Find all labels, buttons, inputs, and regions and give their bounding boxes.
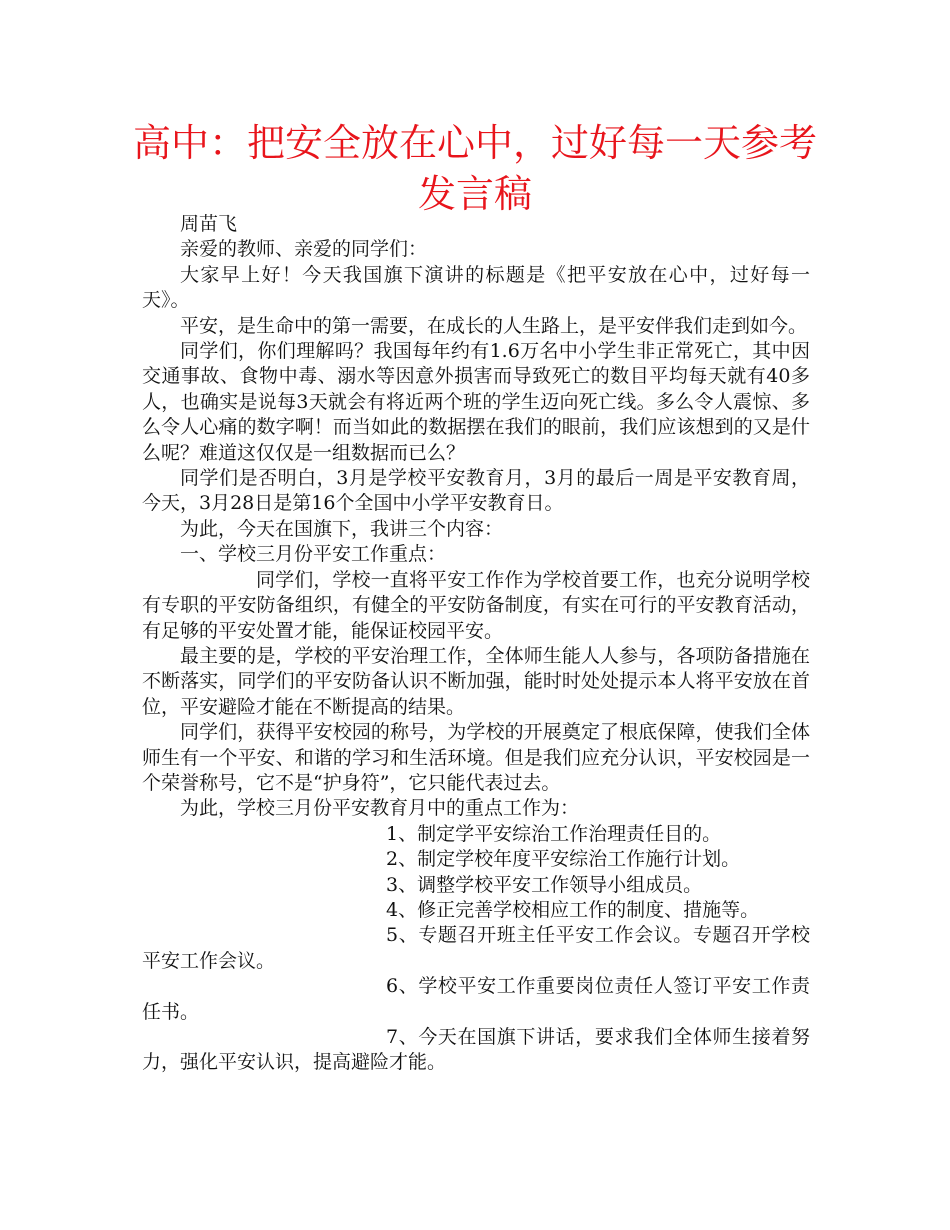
list-item: 1、制定学平安综治工作治理责任目的。	[386, 822, 722, 845]
list-item: 5、专题召开班主任平安工作会议。专题召开学校平安工作会议。	[142, 924, 810, 972]
paragraph: 为此，今天在国旗下，我讲三个内容：	[180, 517, 504, 540]
section-heading: 一、学校三月份平安工作重点：	[180, 543, 447, 566]
paragraph: 同学们，学校一直将平安工作作为学校首要工作，也充分说明学校有专职的平安防备组织，有健全的平安防备制度，有实在可行的平安教育活动，有足够的平安处置才能，能保证校园平安。	[142, 568, 810, 642]
greeting-line: 亲爱的教师、亲爱的同学们：	[180, 238, 428, 261]
list-item: 2、制定学校年度平安综治工作施行计划。	[386, 848, 741, 871]
paragraph: 同学们，你们理解吗？我国每年约有1.6万名中小学生非正常死亡，其中因交通事故、食物中毒、溺水等因意外损害而导致死亡的数目平均每天就有40多人，也确实是说每3天就会有将近两个班的学生迈向死亡线。多么令人震惊、多么令人心痛的数字啊！而当如此的数据摆在我们的眼前，我们应该想到的又是什么呢？难道这仅仅是一组数据而已么？	[142, 340, 810, 464]
paragraph: 大家早上好！今天我国旗下演讲的标题是《把平安放在心中，过好每一天》。	[142, 263, 810, 312]
list-item: 3、调整学校平安工作领导小组成员。	[386, 873, 703, 896]
paragraph: 最主要的是，学校的平安治理工作，全体师生能人人参与，各项防备措施在不断落实，同学们的平安防备认识不断加强，能时时处处提示本人将平安放在首位，平安避险才能在不断提高的结果。	[142, 644, 810, 718]
paragraph: 同学们，获得平安校园的称号，为学校的开展奠定了根底保障，使我们全体师生有一个平安、和谐的学习和生活环境。但是我们应充分认识，平安校园是一个荣誉称号，它不是“护身符”，它只能代表过去。	[142, 721, 810, 794]
paragraph: 平安，是生命中的第一需要，在成长的人生路上，是平安伴我们走到如今。	[180, 314, 808, 337]
document-title: 高中：把安全放在心中，过好每一天参考发言稿	[132, 121, 817, 216]
list-item: 6、学校平安工作重要岗位责任人签订平安工作责任书。	[142, 975, 810, 1023]
paragraph: 同学们是否明白，3月是学校平安教育月，3月的最后一周是平安教育周，今天，3月28日是第16个全国中小学平安教育日。	[142, 467, 810, 515]
paragraph: 为此，学校三月份平安教育月中的重点工作为：	[180, 797, 580, 820]
document-body	[142, 212, 810, 1076]
list-item: 7、今天在国旗下讲话，要求我们全体师生接着努力，强化平安认识，提高避险才能。	[142, 1026, 810, 1074]
author-line: 周苗飞	[180, 213, 238, 235]
list-item: 4、修正完善学校相应工作的制度、措施等。	[386, 898, 760, 921]
